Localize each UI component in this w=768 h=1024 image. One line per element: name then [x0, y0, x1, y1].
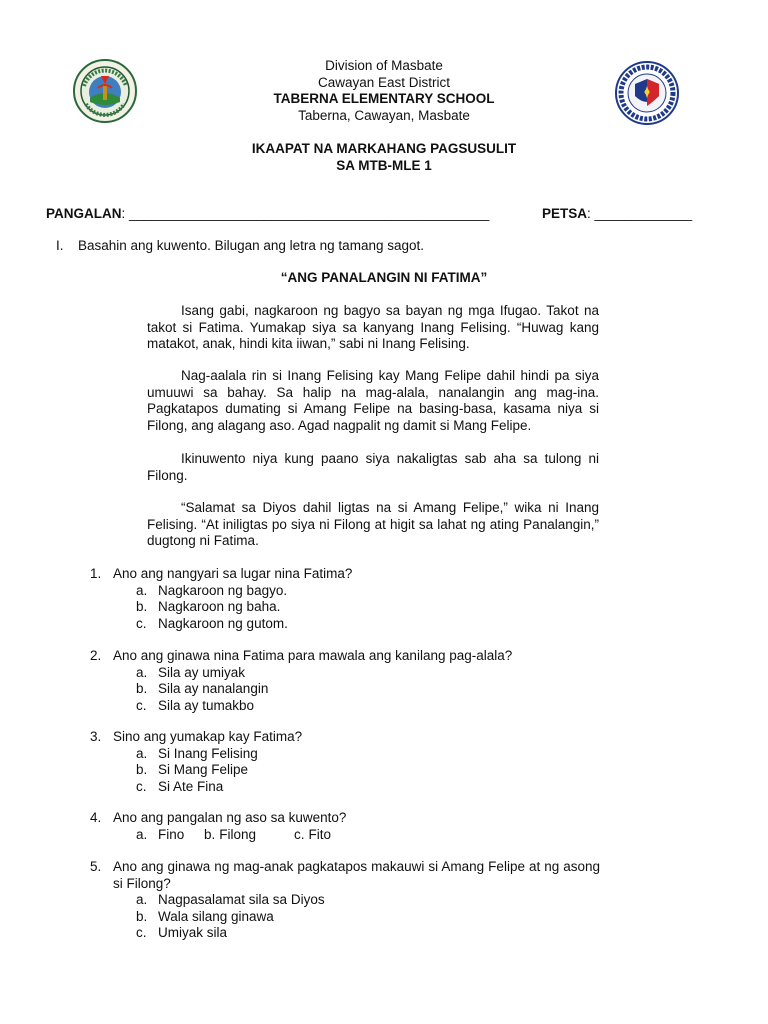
choice-item[interactable]: [136, 892, 600, 909]
name-blank: : ________________________________________________: [121, 206, 490, 221]
choice-letter: a.: [136, 582, 148, 598]
question-item: [90, 566, 600, 632]
choice-item[interactable]: [136, 681, 600, 698]
question-text: Ano ang ginawa ng mag-anak pagkatapos makauwi si Amang Felipe at ng asong si Filong?: [113, 859, 600, 891]
question-number: 4.: [90, 810, 102, 825]
story-paragraph: [147, 451, 599, 484]
choice-letter: b.: [204, 826, 216, 842]
choice-item[interactable]: [136, 616, 600, 633]
instruction-number: I.: [56, 238, 64, 253]
choice-letter: c.: [136, 925, 147, 940]
choice-list: [136, 827, 600, 844]
story-paragraph-text: Nag-aalala rin si Inang Felising kay Mang Felipe dahil hindi pa siya umuuwi sa bahay. Sa halip na mag-alala, nanalangin ang mag-ina. Pagkatapos dumating si Amang Felipe na basing-basa, kasama niya si Filong, ang alagang aso. Agad nagpalit ng damit si Mang Felipe.: [147, 368, 599, 433]
question-item: [90, 729, 600, 795]
choice-letter: c.: [294, 826, 305, 842]
choice-item[interactable]: [136, 698, 600, 715]
district-name: Cawayan East District: [317, 74, 451, 90]
choice-item[interactable]: [136, 665, 600, 682]
story-paragraph: [147, 303, 599, 353]
name-field[interactable]: [46, 206, 489, 221]
choice-text: Si Ate Fina: [158, 778, 224, 794]
story-paragraph: [147, 368, 599, 434]
division-name: Division of Masbate: [325, 58, 443, 73]
choice-letter: c.: [136, 615, 147, 631]
choice-item[interactable]: [294, 827, 331, 844]
choice-list: [136, 892, 600, 942]
question-number: 5.: [90, 859, 102, 874]
choice-letter: c.: [136, 697, 147, 713]
choice-item[interactable]: [136, 583, 600, 600]
story-paragraph-text: Isang gabi, nagkaroon ng bagyo sa bayan ng mga Ifugao. Takot na takot si Fatima. Yumakap siya sa kanyang Inang Felising. “Huwag kang matakot, anak, hindi kita iiwan,” sabi ni Inang Felising.: [147, 303, 599, 351]
choice-item[interactable]: [136, 762, 600, 779]
choice-list: [136, 746, 600, 796]
choice-letter: c.: [136, 778, 147, 794]
choice-text: Sila ay umiyak: [158, 664, 246, 680]
question-number: 1.: [90, 566, 102, 581]
choice-letter: a.: [136, 826, 148, 842]
choice-letter: b.: [136, 599, 148, 614]
story-paragraph-text: Ikinuwento niya kung paano siya nakaligtas sab aha sa tulong ni Filong.: [147, 451, 599, 483]
date-blank: : _____________: [587, 206, 693, 221]
date-label: PETSA: [542, 206, 588, 221]
question-text: Ano ang ginawa nina Fatima para mawala ang kanilang pag-alala?: [113, 648, 513, 663]
choice-letter: b.: [136, 681, 148, 696]
story-title: “ANG PANALANGIN NI FATIMA”: [280, 270, 488, 285]
question-item: [90, 810, 600, 843]
choice-item[interactable]: [136, 925, 600, 942]
choice-text: Nagkaroon ng baha.: [158, 599, 281, 614]
choice-letter: a.: [136, 892, 148, 907]
choice-item[interactable]: [136, 827, 204, 844]
choice-text: Nagkaroon ng gutom.: [158, 615, 288, 631]
name-label: PANGALAN: [46, 206, 122, 221]
question-number: 3.: [90, 729, 102, 744]
question-text: Ano ang nangyari sa lugar nina Fatima?: [113, 566, 353, 581]
school-name: TABERNA ELEMENTARY SCHOOL: [273, 91, 495, 106]
choice-item[interactable]: [136, 746, 600, 763]
choice-text: Si Inang Felising: [158, 745, 258, 761]
question-item: [90, 859, 600, 942]
choice-letter: a.: [136, 664, 148, 680]
question-number: 2.: [90, 648, 102, 663]
instruction-text: Basahin ang kuwento. Bilugan ang letra ng tamang sagot.: [78, 238, 424, 253]
choice-letter: b.: [136, 908, 148, 924]
choice-text: Filong: [219, 826, 257, 842]
choice-text: Sila ay nanalangin: [158, 681, 269, 696]
choice-text: Umiyak sila: [158, 925, 228, 940]
choice-text: Si Mang Felipe: [158, 762, 249, 777]
question-text: Sino ang yumakap kay Fatima?: [113, 729, 303, 744]
choice-letter: b.: [136, 762, 148, 777]
instruction: [56, 238, 424, 253]
choice-text: Fino: [158, 826, 185, 842]
choice-text: Wala silang ginawa: [158, 908, 274, 924]
choice-item[interactable]: [136, 599, 600, 616]
choice-item[interactable]: [204, 827, 294, 844]
choice-text: Nagpasalamat sila sa Diyos: [158, 892, 325, 907]
kagawaran-ng-edukasyon-seal-icon: [614, 60, 680, 126]
choice-item[interactable]: [136, 779, 600, 796]
exam-title-line2: SA MTB-MLE 1: [336, 157, 432, 173]
question-item: [90, 648, 600, 714]
choice-item[interactable]: [136, 909, 600, 926]
choice-text: Nagkaroon ng bagyo.: [158, 582, 288, 598]
school-location: Taberna, Cawayan, Masbate: [298, 107, 470, 123]
exam-title-line1: IKAAPAT NA MARKAHANG PAGSUSULIT: [251, 141, 517, 156]
choice-text: Sila ay tumakbo: [158, 697, 255, 713]
choice-list: [136, 665, 600, 715]
student-info-row: [46, 206, 696, 221]
date-field[interactable]: [542, 206, 692, 221]
story-paragraph-text: “Salamat sa Diyos dahil ligtas na si Amang Felipe,” wika ni Inang Felising. “At iniligtas po siya ni Filong at higit sa lahat ng ating Panalangin,” dugtong ni Fatima.: [147, 500, 599, 548]
choice-list: [136, 583, 600, 633]
story-paragraph: [147, 500, 599, 550]
choice-text: Fito: [308, 826, 332, 842]
question-text: Ano ang pangalan ng aso sa kuwento?: [113, 810, 347, 825]
exam-title: [0, 141, 768, 174]
choice-letter: a.: [136, 745, 148, 761]
